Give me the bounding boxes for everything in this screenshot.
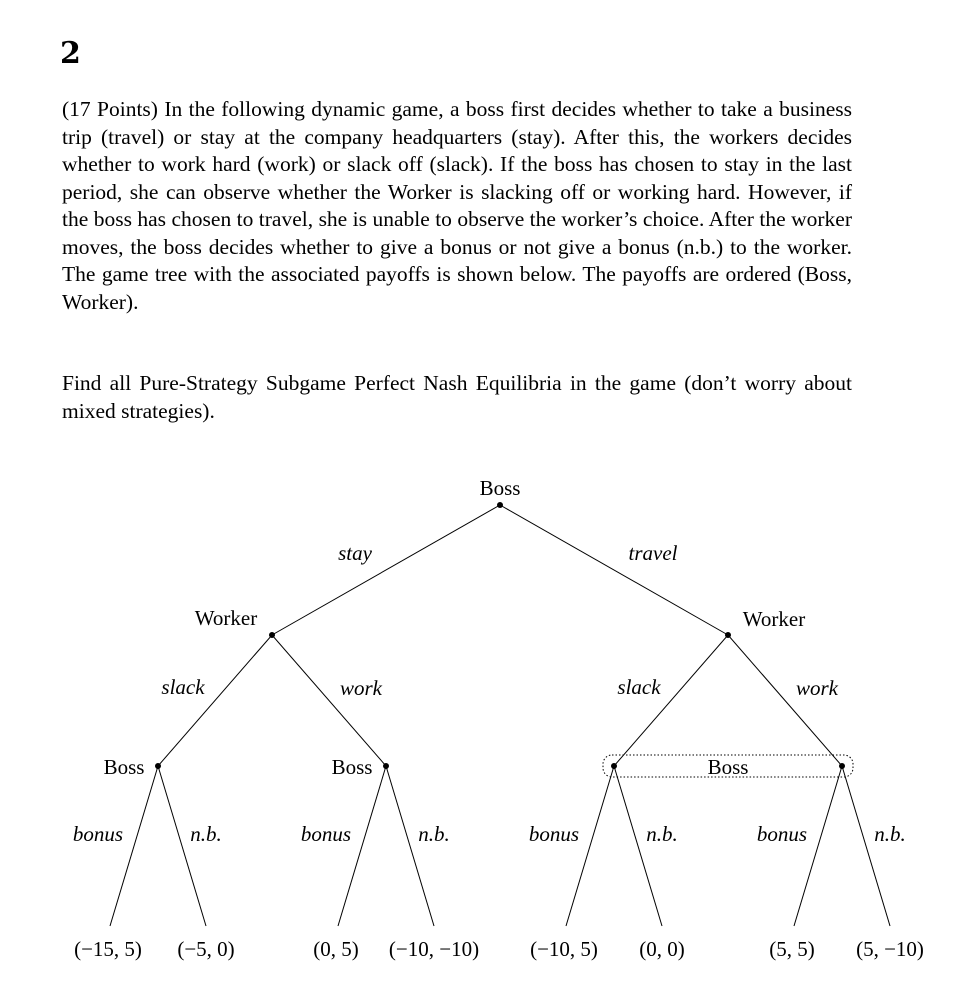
edge-bonus-1 [110, 766, 158, 926]
nb-label-3: n.b. [646, 822, 678, 846]
payoff-4: (−10, −10) [388, 937, 480, 961]
edge-work-left [272, 635, 386, 766]
payoff-5: (−10, 5) [530, 937, 598, 961]
edge-nb-4 [842, 766, 890, 926]
bonus-label-4: bonus [756, 822, 808, 846]
worker-left-label: Worker [194, 606, 258, 630]
boss1-label: Boss [103, 755, 145, 779]
edge-slack-left [158, 635, 272, 766]
tree-nodes [155, 502, 845, 769]
slack-left-label: slack [161, 675, 205, 699]
nb-label-4: n.b. [874, 822, 906, 846]
boss-node-4 [839, 763, 845, 769]
root-label: Boss [479, 476, 521, 500]
payoff-8: (5, −10) [856, 937, 924, 961]
edge-nb-3 [614, 766, 662, 926]
payoff-2: (−5, 0) [177, 937, 235, 961]
payoff-3: (0, 5) [313, 937, 359, 961]
nb-label-2: n.b. [418, 822, 450, 846]
boss-node-2 [383, 763, 389, 769]
payoff-7: (5, 5) [769, 937, 815, 961]
worker-right-label: Worker [742, 607, 806, 631]
stay-label: stay [338, 541, 372, 565]
worker-node-right [725, 632, 731, 638]
work-left-label: work [340, 676, 382, 700]
bonus-label-3: bonus [528, 822, 580, 846]
slack-right-label: slack [617, 675, 661, 699]
edge-nb-1 [158, 766, 206, 926]
payoff-6: (0, 0) [639, 937, 685, 961]
edge-nb-2 [386, 766, 434, 926]
bonus-label-2: bonus [300, 822, 352, 846]
work-right-label: work [796, 676, 838, 700]
edge-work-right [728, 635, 842, 766]
edge-bonus-2 [338, 766, 386, 926]
nb-label-1: n.b. [190, 822, 222, 846]
edge-stay [272, 505, 500, 635]
question-prompt: Find all Pure-Strategy Subgame Perfect Nash Equilibria in the game (don’t worry about mixed strategies). [62, 371, 852, 423]
boss-node-1 [155, 763, 161, 769]
tree-edges [110, 505, 890, 926]
info-set-label: Boss [707, 755, 749, 779]
problem-number: 2 [60, 36, 81, 71]
edge-travel [500, 505, 728, 635]
problem-statement: (17 Points) In the following dynamic game, a boss first decides whether to take a business trip (travel) or stay at the company headquarters (stay). After this, the workers decides whether to work hard (work) or slack off (slack). If the boss has chosen to stay in the last period, she can observe whether the Worker is slacking off or working hard. However, if the boss has chosen to travel, she is unable to observe the worker’s choice. After the worker moves, the boss decides whether to give a bonus or not give a bonus (n.b.) to the worker. The game tree with the associated payoffs is shown below. The payoffs are ordered (Boss, Worker). [62, 97, 852, 314]
payoff-1: (−15, 5) [74, 937, 142, 961]
edge-bonus-4 [794, 766, 842, 926]
worker-node-left [269, 632, 275, 638]
root-node [497, 502, 503, 508]
bonus-label-1: bonus [72, 822, 124, 846]
boss2-label: Boss [331, 755, 373, 779]
edge-bonus-3 [566, 766, 614, 926]
boss-node-3 [611, 763, 617, 769]
edge-slack-right [614, 635, 728, 766]
travel-label: travel [628, 541, 678, 565]
